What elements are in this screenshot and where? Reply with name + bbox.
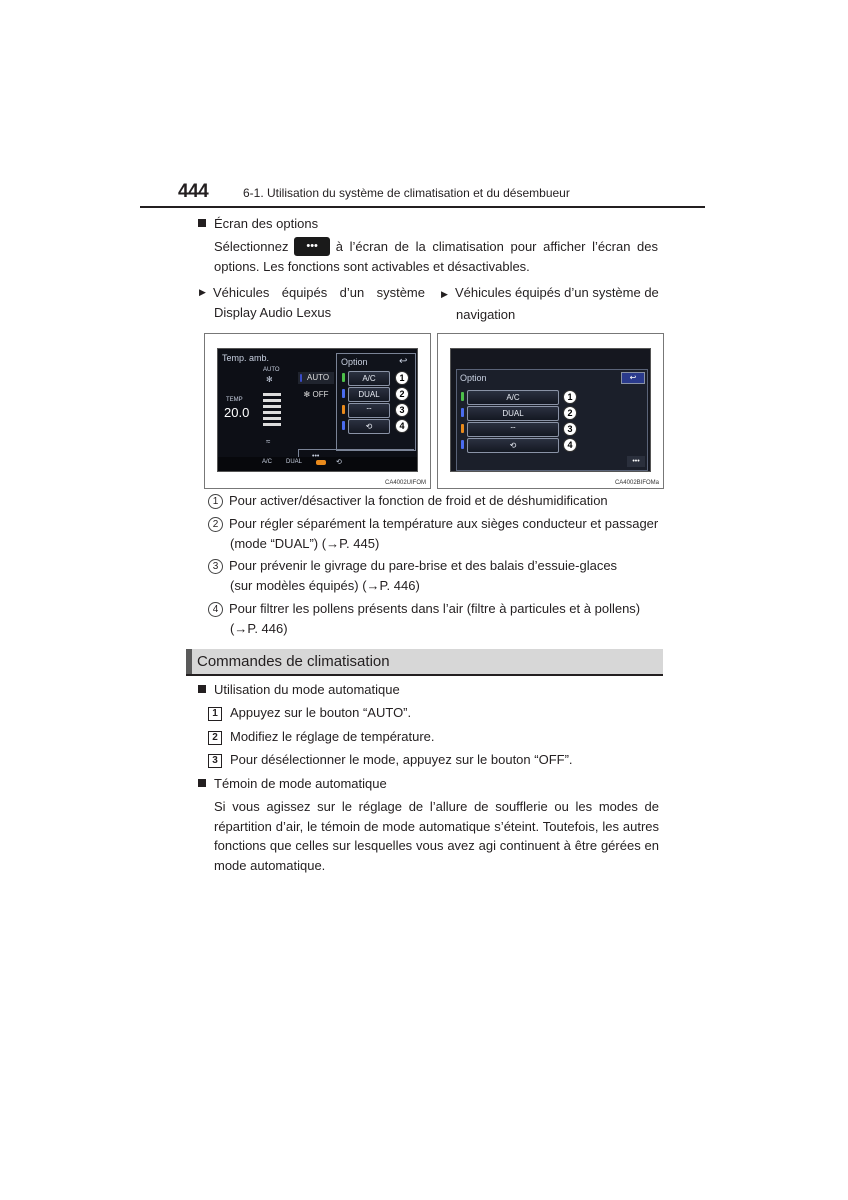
dual-indicator — [342, 389, 345, 398]
callout-1: 1 — [395, 371, 409, 385]
display-audio-screen: Temp. amb. AUTO TEMP 20.0 ✻ ≈ AUTO ✻ OFF Option ↩ A/C DUAL ⌔ ⟲ 1 2 3 4 A/C DUAL ⟲ — [217, 348, 418, 472]
navigation-screen — [450, 348, 651, 472]
callout-item-3: 3 Pour prévenir le givrage du pare-brise et des balais d’essuie-glaces (sur modèles équipés) (→P. 446) — [208, 556, 617, 595]
indicator-heading: Témoin de mode automatique — [198, 774, 387, 794]
pollen-filter-button[interactable]: ⟲ — [467, 438, 559, 453]
pollen-filter-button[interactable]: ⟲ — [348, 419, 390, 434]
temp-value: 20.0 — [224, 405, 250, 420]
more-options-button[interactable]: ••• — [294, 237, 330, 256]
options-intro-line1: Sélectionnez ••• à l’écran de la climatisation pour afficher l’écran des — [214, 237, 658, 257]
callout-item-2: 2 Pour régler séparément la température aux sièges conducteur et passager (mode “DUAL”) (→P. 445) — [208, 514, 660, 553]
callout-item-4: 4 Pour filtrer les pollens présents dans l’air (filtre à particules et à pollens) (→P. 446) — [208, 599, 660, 638]
section-title: Commandes de climatisation — [197, 653, 390, 670]
option-panel-right: Option ↩ A/C DUAL ⌔ ⟲ 1 2 3 4 ••• — [456, 369, 648, 471]
callout-4: 4 — [563, 438, 577, 452]
auto-button[interactable]: AUTO — [298, 372, 334, 384]
ac-button[interactable]: A/C — [467, 390, 559, 405]
triangle-bullet-icon: ▶ — [441, 289, 448, 299]
pollen-indicator — [342, 421, 345, 430]
figure-left — [204, 333, 431, 489]
figure-code-right: CA4002BIFOMa — [614, 480, 659, 486]
callout-2: 2 — [395, 387, 409, 401]
ac-button[interactable]: A/C — [348, 371, 390, 386]
section-title-bar — [186, 649, 663, 676]
step-2: 2 Modifiez le réglage de température. — [208, 727, 435, 747]
option-panel: Option ↩ — [336, 353, 416, 451]
step-3: 3 Pour désélectionner le mode, appuyez sur le bouton “OFF”. — [208, 750, 573, 770]
panel-divider — [298, 449, 414, 450]
airflow-icon: ≈ — [266, 437, 271, 446]
square-bullet-icon — [198, 779, 206, 787]
dual-button[interactable]: DUAL — [348, 387, 390, 402]
dual-button[interactable]: DUAL — [467, 406, 559, 421]
fan-level-bars — [263, 393, 281, 426]
wiper-deicer-button[interactable]: ⌔ — [467, 422, 559, 437]
figure-right — [437, 333, 664, 489]
wiper-deicer-button[interactable]: ⌔ — [348, 403, 390, 418]
triangle-bullet-icon: ▶ — [199, 287, 206, 297]
square-bullet-icon — [198, 685, 206, 693]
off-button[interactable]: ✻ OFF — [303, 390, 329, 399]
page-number: 444 — [178, 181, 209, 202]
callout-3: 3 — [395, 403, 409, 417]
callout-3: 3 — [563, 422, 577, 436]
step-1: 1 Appuyez sur le bouton “AUTO”. — [208, 703, 411, 723]
dual-indicator — [461, 408, 464, 417]
pollen-indicator — [461, 440, 464, 449]
section-header: 6-1. Utilisation du système de climatisation et du désembueur — [243, 186, 570, 200]
auto-mode-heading: Utilisation du mode automatique — [198, 680, 400, 700]
square-bullet-icon — [198, 219, 206, 227]
callout-2: 2 — [563, 406, 577, 420]
callout-item-1: 1 Pour activer/désactiver la fonction de froid et de déshumidification — [208, 491, 608, 511]
back-button[interactable]: ↩ — [621, 372, 645, 384]
header-rule — [140, 206, 705, 208]
callout-1: 1 — [563, 390, 577, 404]
defog-indicator — [461, 424, 464, 433]
right-caption: ▶ Véhicules équipés d’un système de navigation — [441, 285, 659, 322]
callout-4: 4 — [395, 419, 409, 433]
options-intro-line2: options. Les fonctions sont activables et désactivables. — [214, 259, 530, 274]
left-caption: ▶ Véhicules équipés d’un système Display Audio Lexus — [199, 285, 425, 320]
back-icon[interactable]: ↩ — [399, 356, 408, 367]
defog-indicator — [342, 405, 345, 414]
bottom-status-bar: A/C DUAL ⟲ — [218, 457, 417, 471]
ac-indicator — [342, 373, 345, 382]
section-accent — [186, 649, 192, 674]
figure-code-left: CA4002UIFOM — [384, 480, 426, 486]
options-heading: Écran des options — [198, 214, 318, 234]
more-button[interactable]: ••• — [627, 456, 645, 467]
ac-indicator — [461, 392, 464, 401]
fan-icon: ✻ — [266, 375, 273, 384]
indicator-paragraph: Si vous agissez sur le réglage de l’allure de soufflerie ou les modes de répartition d’air, le témoin de mode automatique s’éteint. Toutefois, les autres fonctions que celles sur lesquelles vous avez agi continuent à être gérées en mode automatique. — [214, 799, 659, 873]
